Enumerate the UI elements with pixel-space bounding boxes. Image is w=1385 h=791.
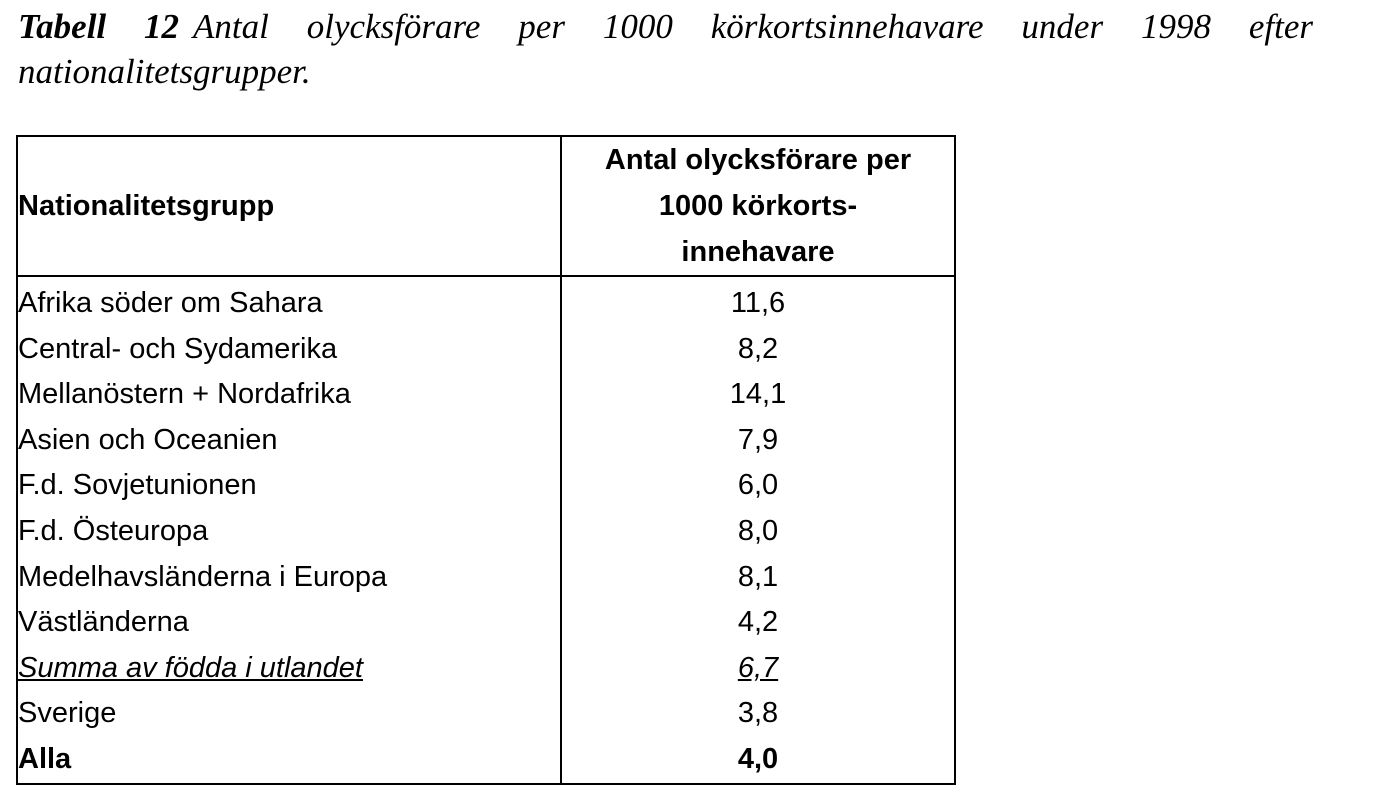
- caption-title-line-2: nationalitetsgrupper.: [18, 52, 311, 91]
- group-name: Sverige: [18, 697, 117, 730]
- cell-nationalitetsgrupp: [17, 600, 561, 646]
- value: 11,6: [730, 287, 786, 319]
- cell-antal-olycksforare: [561, 463, 955, 509]
- cell-nationalitetsgrupp: [17, 646, 561, 692]
- table-row: [17, 372, 955, 418]
- cell-nationalitetsgrupp: [17, 509, 561, 555]
- value: 8,2: [737, 332, 779, 365]
- cell-nationalitetsgrupp: [17, 463, 561, 509]
- group-name: F.d. Östeuropa: [18, 514, 209, 547]
- table-row: [17, 646, 955, 692]
- value: 4,2: [737, 606, 779, 639]
- group-name: Asien och Oceanien: [18, 423, 278, 456]
- header-antal-olycksforare: [561, 136, 955, 276]
- cell-antal-olycksforare: [561, 646, 955, 692]
- cell-antal-olycksforare: [561, 691, 955, 737]
- cell-nationalitetsgrupp: [17, 691, 561, 737]
- value: 8,1: [737, 560, 779, 593]
- table-row: [17, 737, 955, 784]
- group-name: Alla: [18, 742, 72, 775]
- cell-antal-olycksforare: [561, 276, 955, 327]
- header-value-line-1: Antal olycksförare per: [604, 144, 912, 176]
- cell-nationalitetsgrupp: [17, 555, 561, 601]
- cell-antal-olycksforare: [561, 600, 955, 646]
- cell-nationalitetsgrupp: [17, 737, 561, 784]
- cell-antal-olycksforare: [561, 555, 955, 601]
- cell-antal-olycksforare: [561, 418, 955, 464]
- table-row: [17, 418, 955, 464]
- group-name: Västländerna: [18, 606, 189, 639]
- cell-antal-olycksforare: [561, 737, 955, 784]
- cell-nationalitetsgrupp: [17, 276, 561, 327]
- group-name: Central- och Sydamerika: [18, 332, 338, 365]
- value: 7,9: [737, 423, 779, 456]
- value: 8,0: [737, 514, 779, 547]
- table-row: [17, 555, 955, 601]
- cell-nationalitetsgrupp: [17, 418, 561, 464]
- table-row: [17, 600, 955, 646]
- value: 6,7: [737, 651, 779, 684]
- group-name: F.d. Sovjetunionen: [18, 469, 257, 502]
- header-nationalitetsgrupp: Nationalitetsgrupp: [17, 136, 561, 276]
- caption-label: Tabell 12: [18, 7, 180, 46]
- group-name: Afrika söder om Sahara: [18, 287, 323, 319]
- table-header-row: [17, 136, 955, 276]
- cell-antal-olycksforare: [561, 372, 955, 418]
- cell-antal-olycksforare: [561, 509, 955, 555]
- value: 3,8: [737, 697, 779, 730]
- header-value-line-2: 1000 körkorts-: [658, 190, 858, 222]
- group-name: Mellanöstern + Nordafrika: [18, 378, 351, 411]
- value: 14,1: [729, 378, 787, 411]
- value: 4,0: [737, 742, 779, 775]
- cell-antal-olycksforare: [561, 327, 955, 373]
- group-name: Medelhavsländerna i Europa: [18, 560, 388, 593]
- table-row: [17, 463, 955, 509]
- caption-title-line-1: Antal olycksförare per 1000 körkortsinnehavare under 1998 efter: [193, 7, 1313, 46]
- value: 6,0: [737, 469, 779, 502]
- table-row: [17, 691, 955, 737]
- table-row: [17, 327, 955, 373]
- caption-line-1: [18, 4, 1313, 49]
- table-row: [17, 509, 955, 555]
- data-table: [16, 135, 956, 785]
- table-body: [17, 276, 955, 784]
- table-row: [17, 276, 955, 327]
- table-caption: [18, 4, 1313, 94]
- cell-nationalitetsgrupp: [17, 372, 561, 418]
- cell-nationalitetsgrupp: [17, 327, 561, 373]
- header-value-line-3: innehavare: [681, 236, 835, 268]
- group-name: Summa av födda i utlandet: [18, 651, 363, 684]
